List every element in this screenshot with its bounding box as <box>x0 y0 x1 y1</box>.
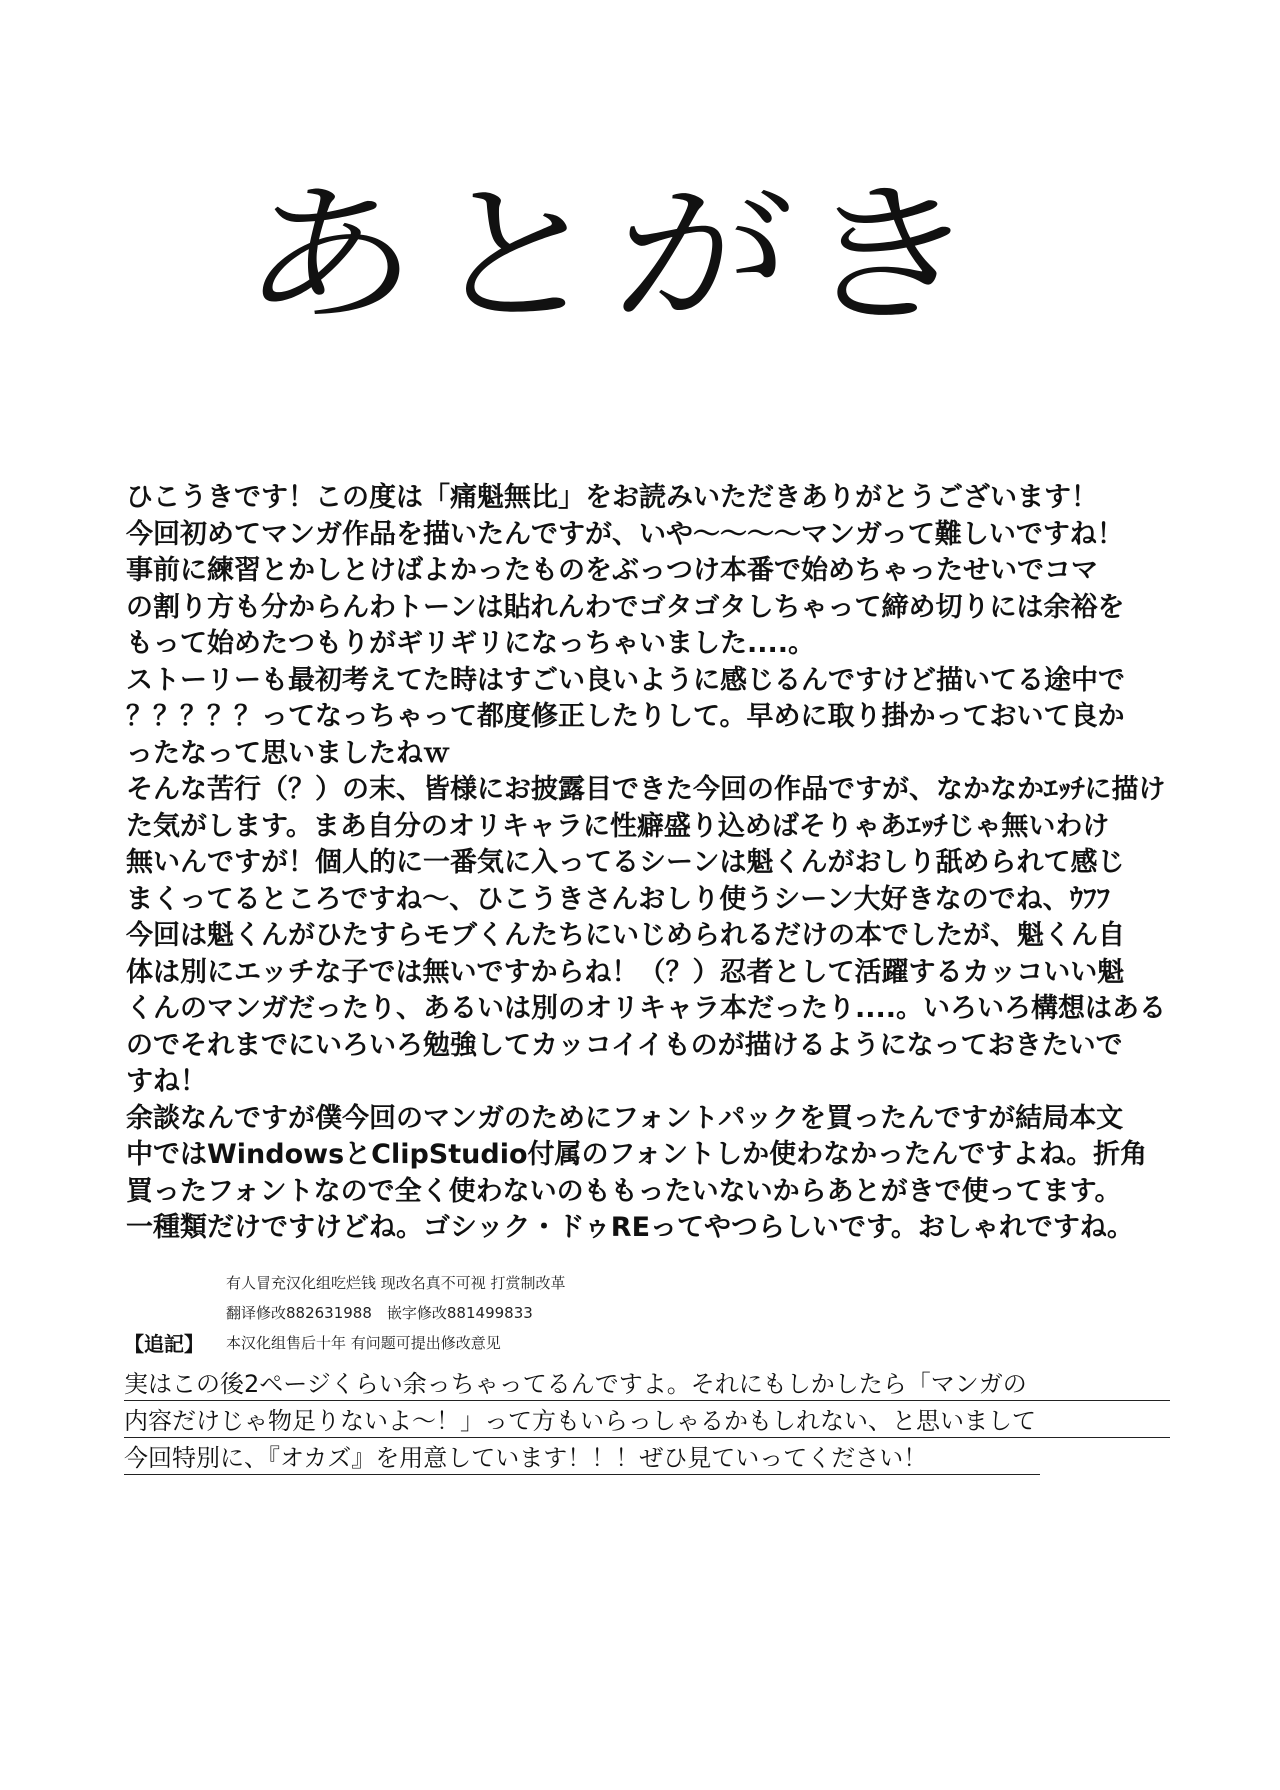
body-line: まくってるところですね～、ひこうきさんおしり使うシーン大好きなのでね、ｳﾌﾌ <box>126 883 1111 915</box>
body-line: 余談なんですが僕今回のマンガのためにフォントパックを買ったんですが結局本文 <box>126 1102 1124 1134</box>
body-line: ひこうきです！この度は「痛魁無比」をお読みいただきありがとうございます！ <box>126 482 1098 513</box>
body-line: 一種類だけですけどね。ゴシック・ドゥREってやつらしいです。おしゃれですね。 <box>126 1212 1134 1243</box>
body-line: くんのマンガだったり、あるいは別のオリキャラ本だったり....。いろいろ構想はある <box>126 993 1167 1024</box>
body-line: ストーリーも最初考えてた時はすごい良いように感じるんですけど描いてる途中で <box>126 664 1125 696</box>
postscript-label: 【追記】 <box>124 1332 204 1356</box>
body-line: 今回は魁くんがひたすらモブくんたちにいじめられるだけの本でしたが、魁くん自 <box>126 920 1125 951</box>
body-line: ？？？？？ってなっちゃって都度修正したりして。早めに取り掛かっておいて良か <box>126 701 1125 732</box>
body-line: そんな苦行（？）の末、皆様にお披露目できた今回の作品ですが、なかなかｴｯﾁに描け <box>126 774 1166 805</box>
body-line: た気がします。まあ自分のオリキャラに性癖盛り込めばそりゃあｴｯﾁじゃ無いわけ <box>126 810 1110 842</box>
body-line: もって始めたつもりがギリギリになっちゃいました....。 <box>126 628 816 659</box>
translator-credits <box>226 1268 926 1358</box>
body-line: のでそれまでにいろいろ勉強してカッコイイものが描けるようになっておきたいで <box>126 1029 1123 1061</box>
body-line: 事前に練習とかしとけばよかったものをぶっつけ本番で始めちゃったせいでコマ <box>126 555 1098 586</box>
body-line: の割り方も分からんわトーンは貼れんわでゴタゴタしちゃって締め切りには余裕を <box>126 591 1125 623</box>
page-title: あとがき <box>235 167 995 344</box>
body-line: 無いんですが！個人的に一番気に入ってるシーンは魁くんがおしり舐められて感じ <box>126 847 1125 878</box>
postscript-line: 今回特別に、『オカズ』を用意しています！！！ぜひ見ていってください！ <box>124 1440 1040 1475</box>
body-line: 今回初めてマンガ作品を描いたんですが、いや～～～～マンガって難しいですね！ <box>126 518 1124 550</box>
body-line: すね！ <box>126 1066 207 1097</box>
credit-line: 有人冒充汉化组吃烂钱 现改名真不可视 打赏制改革 <box>226 1274 566 1292</box>
afterword-body <box>126 480 1206 1247</box>
body-line: 中ではWindowsとClipStudio付属のフォントしか使わなかったんですよね。折角 <box>126 1139 1148 1170</box>
postscript-line: 内容だけじゃ物足りないよ～！」って方もいらっしゃるかもしれない、と思いまして <box>124 1403 1170 1438</box>
postscript-line: 実はこの後2ページくらい余っちゃってるんですよ。それにもしかしたら「マンガの <box>124 1366 1170 1401</box>
body-line: ったなって思いましたねｗ <box>126 737 450 769</box>
credit-line: 翻译修改882631988 嵌字修改881499833 <box>226 1304 533 1322</box>
postscript-body <box>124 1366 1184 1477</box>
body-line: 体は別にエッチな子では無いですからね！（？）忍者として活躍するカッコいい魁 <box>126 956 1125 988</box>
credit-line: 本汉化组售后十年 有问题可提出修改意见 <box>226 1334 501 1352</box>
body-line: 買ったフォントなので全く使わないのももったいないからあとがきで使ってます。 <box>126 1175 1122 1207</box>
